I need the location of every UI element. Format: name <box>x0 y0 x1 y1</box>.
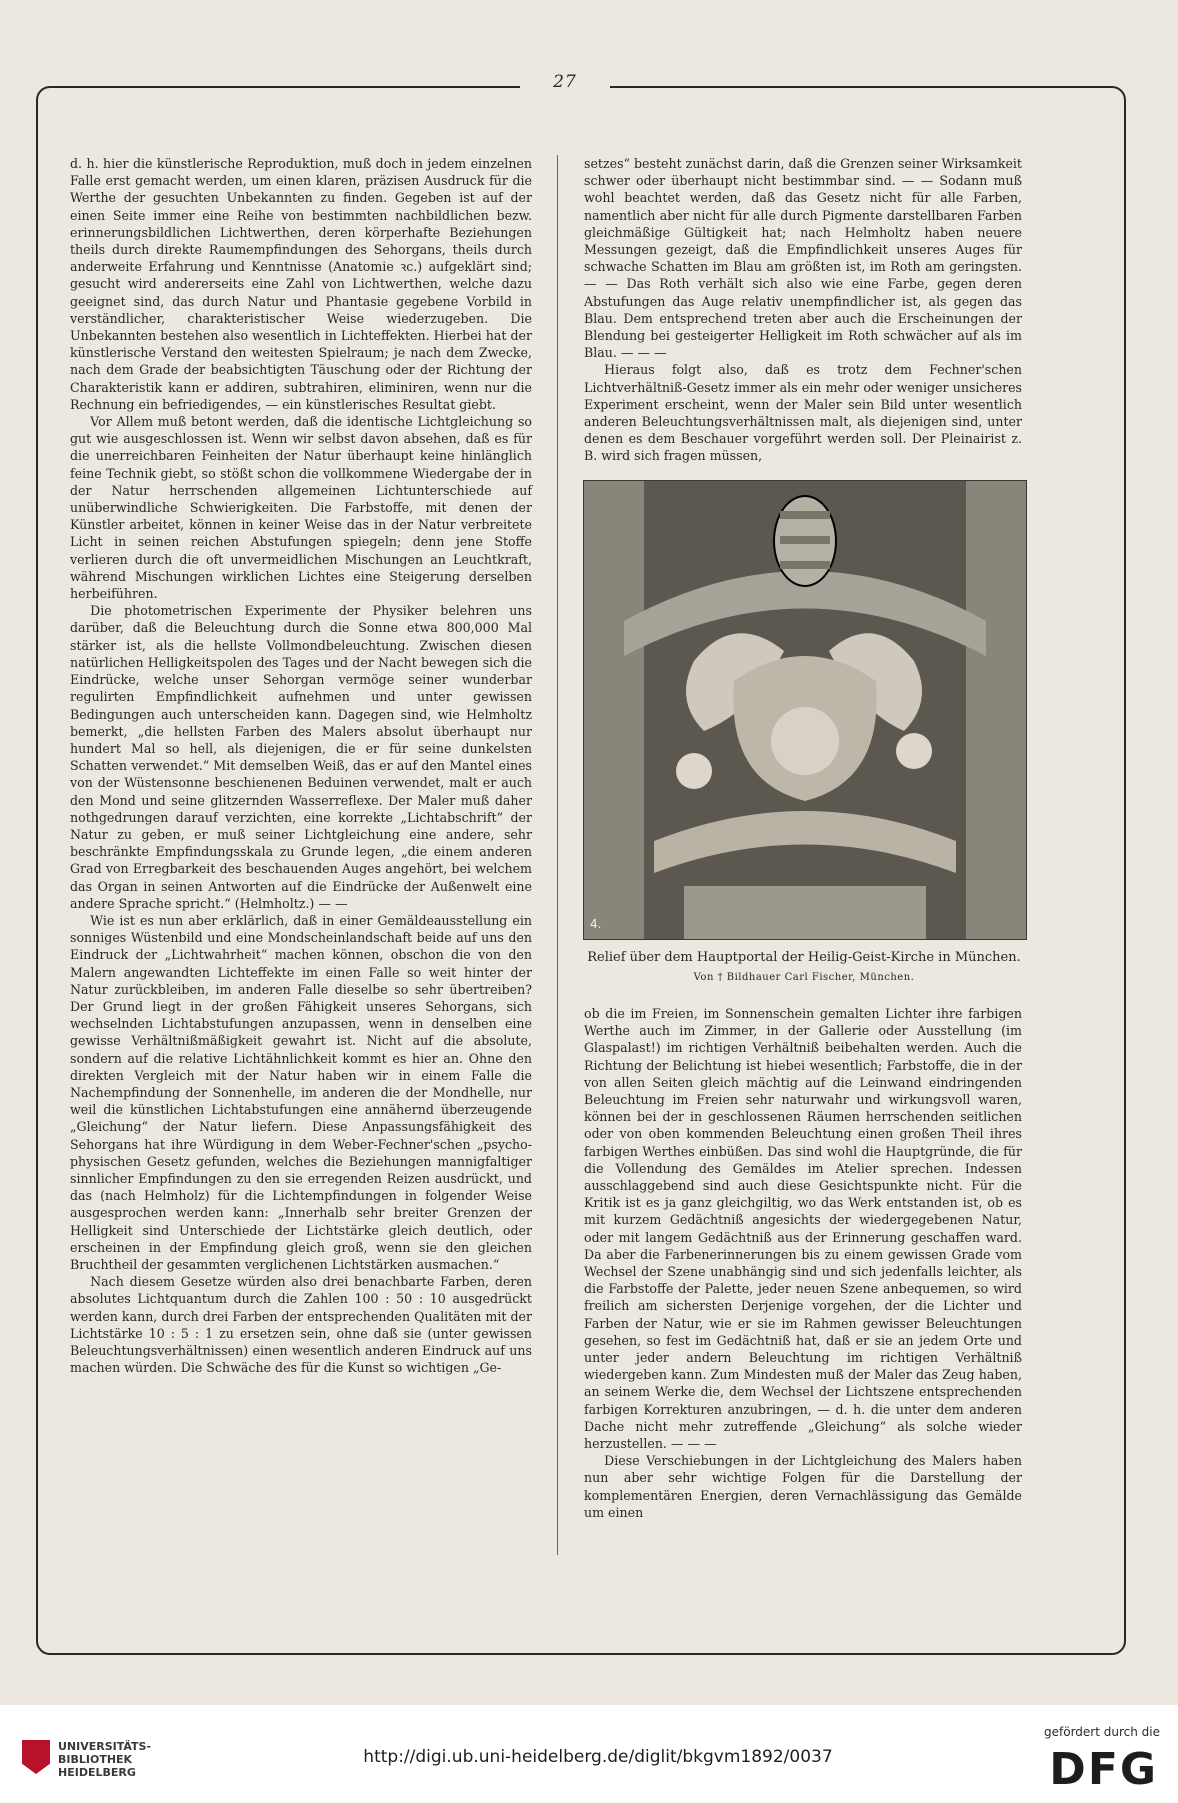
column-separator <box>557 155 558 1555</box>
university-name: UNIVERSITÄTS- BIBLIOTHEK HEIDELBERG <box>58 1740 152 1779</box>
paragraph: d. h. hier die künstlerische Reproduktion, muß doch in jedem einzelnen Falle erst gemacht werden, um einen klaren, präzisen Ausdruck für die Werthe der gesuchten Unbekannten zu finden. Gegeben ist auf der einen Seite immer eine Reihe von bestimmten nachbildlichen bezw. erinnerungsbildlichen Lichtwerthen, deren körperhafte Beziehungen theils durch direkte Raumempfindungen des Sehorgans, theils durch anderweite Erfahrung und Kenntnisse (Anatomie ꝛc.) aufgeklärt sind; gesucht wird andererseits eine Zahl von Lichtwerthen, welche dazu geeignet sind, das durch Natur und Phantasie gegebene Vorbild in verständlicher, charakteristischer Weise wiederzugeben. Die Unbekannten bestehen also wesentlich in Lichteffekten. Hierbei hat der künstlerische Verstand den weitesten Spielraum; je nach dem Zwecke, nach dem Grade der beabsichtigten Täuschung oder der Richtung der Charakteristik kann er addiren, subtrahiren, eliminiren, wenn nur die Rechnung ein befriedigendes, — ein künstlerisches Resultat giebt. <box>70 156 532 412</box>
relief-illustration <box>584 481 1026 939</box>
paragraph: Die photometrischen Experimente der Physiker belehren uns darüber, daß die Beleuchtung durch die Sonne etwa 800,000 Mal stärker ist, als die hellste Vollmondbeleuchtung. Zwischen diesen natürlichen Helligkeitspolen des Tages und der Nacht bewegen sich die Eindrücke, welche unser Sehorgan vermöge seiner wunderbar regulirten Empfindlichkeit aufnehmen und unter gewissen Bedingungen auch unterscheiden kann. Dagegen sind, wie Helmholtz bemerkt, „die hellsten Farben des Malers absolut überhaupt nur hundert Mal so hell, als diejenigen, die er für seine dunkelsten Schatten verwendet.“ Mit demselben Weiß, das er auf den Mantel eines von der Wüstensonne beschienenen Beduinen verwendet, malt er auch den Mond und seine glitzernden Wasserreflexe. Der Maler muß daher nothgedrungen darauf verzichten, eine korrekte „Lichtabschrift“ der Natur zu geben, er muß seiner Lichtgleichung eine andere, sehr beschränkte Empfindungsskala zu Grunde legen, „die einem anderen Grad von Erregbarkeit des beschauenden Auges angehört, bei welchem das Organ in seinen Antworten auf die Eindrücke der Außenwelt eine andere Sprache spricht.“ (Helmholtz.) — — <box>70 603 532 911</box>
figure-credit: Von † Bildhauer Carl Fischer, München. <box>693 972 915 983</box>
paragraph: Vor Allem muß betont werden, daß die identische Lichtgleichung so gut wie ausgeschlossen ist. Wenn wir selbst davon absehen, daß es für die unerreichbaren Feinheiten der Natur überhaupt keine hinlänglich feine Technik giebt, so stößt schon die vollkommene Wiedergabe der in der Natur herrschenden allgemeinen Lichtunterschiede auf unüberwindliche Schwierigkeiten. Die Farbstoffe, mit denen der Künstler arbeitet, können in keiner Weise das in der Natur verbreitete Licht in seinen reichen Abstufungen spiegeln; denn jene Stoffe verlieren durch die oft unvermeidlichen Mischungen an Leuchtkraft, während Mischungen wirklichen Lichtes eine Steigerung derselben herbeiführen. <box>70 414 532 602</box>
university-shield-icon <box>22 1740 50 1774</box>
paragraph: setzes“ besteht zunächst darin, daß die Grenzen seiner Wirksamkeit schwer oder überhaupt nicht bestimmbar sind. — — Sodann muß wohl beachtet werden, daß das Gesetz nicht für alle Farben, namentlich aber nicht für alle durch Pigmente darstellbaren Farben gleichmäßige Gültigkeit hat; nach Helmholtz haben neuere Messungen gezeigt, daß die Empfindlichkeit unseres Auges für schwache Schatten im Blau am größten ist, im Roth am geringsten. — — Das Roth verhält sich also wie eine Farbe, gegen deren Abstufungen das Auge relativ unempfindlicher ist, als gegen das Blau. Dem entsprechend treten aber auch die Erscheinungen der Blendung bei gesteigerter Helligkeit im Roth schwächer auf als im Blau. — — — <box>584 156 1022 361</box>
paragraph: Hieraus folgt also, daß es trotz dem Fechner'schen Lichtverhältniß-Gesetz immer als ein mehr oder weniger unsicheres Experiment erscheint, wenn der Maler sein Bild unter wesentlich anderen Beleuchtungsverhältnissen malt, als diejenigen sind, unter denen es dem Beschauer vorgeführt werden soll. Der Pleinairist z. B. wird sich fragen müssen, <box>584 362 1022 464</box>
relief-photograph <box>583 480 1027 940</box>
dfg-logo[interactable]: DFG <box>1049 1744 1158 1795</box>
university-library-logo[interactable] <box>22 1740 151 1779</box>
right-column-top <box>584 155 1022 464</box>
figure-caption: Relief über dem Hauptportal der Heilig-Geist-Kirche in München. <box>587 950 1021 965</box>
page-number: 27 <box>520 72 610 92</box>
document-url-link[interactable]: http://digi.ub.uni-heidelberg.de/diglit/bkgvm1892/0037 <box>363 1747 833 1767</box>
left-column <box>70 155 532 1565</box>
viewer-footer <box>0 1705 1178 1803</box>
paragraph: Diese Verschiebungen in der Lichtgleichung des Malers haben nun aber sehr wichtige Folgen für die Darstellung der komplementären Energien, deren Vernachlässigung das Gemälde um einen <box>584 1453 1022 1520</box>
paragraph: Wie ist es nun aber erklärlich, daß in einer Gemäldeausstellung ein sonniges Wüstenbild und eine Mondscheinlandschaft beide auf uns den Eindruck der „Lichtwahrheit“ machen können, obschon die von den Malern angewandten Lichteffekte im einen Falle so weit hinter der Natur zurückbleiben, im anderen Falle dieselbe so sehr übertreiben? Der Grund liegt in der großen Fähigkeit unseres Sehorgans, sich wechselnden Lichtabstufungen anzupassen, wenn in denselben eine gewisse Verhältnißmäßigkeit gewahrt ist. Nicht auf die absolute, sondern auf die relative Lichtähnlichkeit kommt es hier an. Ohne den direkten Vergleich mit der Natur haben wir in einem Falle die Nachempfindung der Sonnenhelle, im anderen die der Mondhelle, nur weil die künstlichen Lichtabstufungen eine annähernd überzeugende „Gleichung“ der Natur liefern. Diese Anpassungsfähigkeit des Sehorgans hat ihre Würdigung in dem Weber-Fechner'schen „psycho-physischen Gesetz gefunden, welches die Beziehungen mannigfaltiger sinnlicher Empfindungen zu den sie erregenden Reizen ausdrückt, und das (nach Helmholz) für die Lichtempfindungen in folgender Weise ausgesprochen werden kann: „Innerhalb sehr breiter Grenzen der Helligkeit sind Unterschiede der Lichtstärke gleich deutlich, oder erscheinen in der Empfindung gleich groß, wenn sie den gleichen Bruchtheil der gesammten verglichenen Lichtstärken ausmachen.“ <box>70 912 532 1272</box>
paragraph: Nach diesem Gesetze würden also drei benachbarte Farben, deren absolutes Lichtquantum durch die Zahlen 100 : 50 : 10 ausgedrückt werden kann, durch drei Farben der entsprechenden Qualitäten mit der Lichtstärke 10 : 5 : 1 zu ersetzen sein, ohne daß sie (unter gewissen Beleuchtungsverhältnissen) einen wesentlich anderen Eindruck auf uns machen würden. Die Schwäche des für die Kunst so wichtigen „Ge- <box>70 1274 532 1376</box>
figure-number: 4. <box>590 917 602 931</box>
funding-label: gefördert durch die <box>1044 1725 1160 1739</box>
right-column-bottom <box>584 1005 1022 1565</box>
paragraph: ob die im Freien, im Sonnenschein gemalten Lichter ihre farbigen Werthe auch im Zimmer, in der Gallerie oder Ausstellung (im Glaspalast!) im richtigen Verhältniß beibehalten werden. Auch die Richtung der Belichtung ist hiebei wesentlich; Farbstoffe, die in der von allen Seiten gleich mächtig auf die Leinwand eindringenden Beleuchtung im Freien sehr naturwahr und wirkungsvoll waren, können bei der in geschlossenen Räumen herrschenden seitlichen oder von oben kommenden Beleuchtung einen großen Theil ihres farbigen Werthes einbüßen. Das sind wohl die Hauptgründe, die für die Vollendung des Gemäldes im Atelier sprechen. Indessen ausschlaggebend sind auch diese Gesichtspunkte nicht. Für die Kritik ist es ja ganz gleichgiltig, wo das Werk entstanden ist, ob es mit kurzem Gedächtniß angesichts der wiedergegebenen Natur, oder mit langem Gedächtniß aus der Erinnerung geschaffen ward. Da aber die Farbenerinnerungen bis zu einem gewissen Grade vom Wechsel der Szene unabhängig sind und sich jedenfalls leichter, als die Farbstoffe der Palette, jeder neuen Szene anbequemen, so wird freilich am sichersten Derjenige vorgehen, der die Lichter und Farben der Natur, wie er sie im Rahmen gewisser Beleuchtungen gesehen, so fest im Gedächtniß hat, daß er sie an jedem Orte und unter jeder andern Beleuchtung im richtigen Verhältniß wiedergeben kann. Zum Mindesten muß der Maler das Zeug haben, an seinem Werke die, dem Wechsel der Lichtszene entsprechenden farbigen Korrekturen anzubringen, — d. h. die unter dem anderen Dache nicht mehr zutreffende „Gleichung“ als solche wieder herzustellen. — — — <box>584 1006 1022 1452</box>
